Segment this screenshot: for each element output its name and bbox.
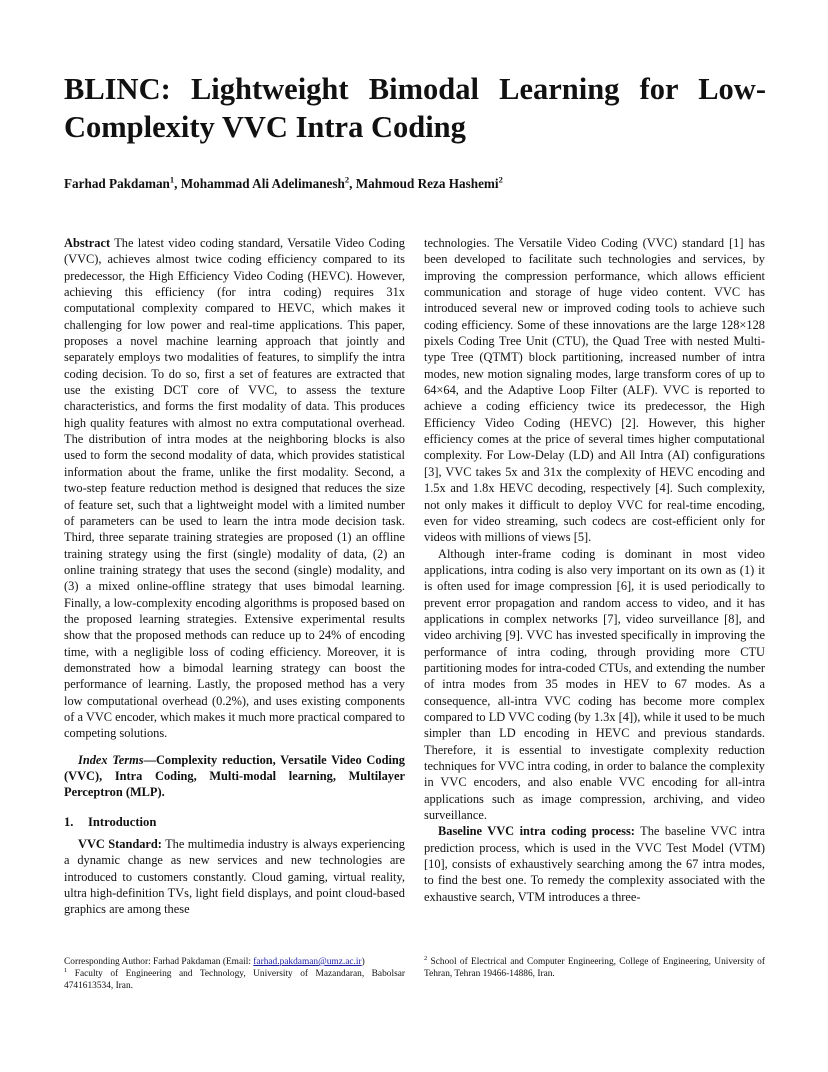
footnote-mark: 2 [424, 954, 428, 962]
footnote-1 [64, 968, 405, 992]
author-list [64, 176, 766, 192]
author-separator: , [349, 176, 356, 191]
index-terms [64, 752, 405, 801]
affiliation-mark: 1 [169, 174, 175, 185]
footnotes-right [424, 956, 765, 980]
author-name: Mohammad Ali Adelimanesh [180, 176, 345, 191]
author-separator: , [174, 176, 181, 191]
paragraph-runin-heading: VVC Standard: [78, 837, 162, 852]
paragraph [424, 823, 765, 905]
paragraph: Although inter-frame coding is dominant in most video applications, intra coding is also very important on its own as (1) it is often used for image compression [6], it is used periodically to prevent error propagation and random access to video, and it has applications in complex networks [7], video surveillance [8], and video archiving [9]. VVC has invested specifically in improving the performance of intra coding, through providing more CTU partitioning modes for intra-coded CTUs, and extending the number of intra modes from 35 modes in HEV to 67 modes. As a consequence, all-intra VVC coding has become more complex compared to LD VVC coding (by 1.3x [4]), while it used to be much simpler than LD encoding in HEVC and previous standards. Therefore, it is essential to investigate complexity reduction techniques for VVC intra coding, in order to balance the complexity in VVC encoders, and also enable VVC encoding for all-intra applications such as image compression, archiving, and video surveillance. [424, 546, 765, 823]
abstract-text: The latest video coding standard, Versatile Video Coding (VVC), achieves almost twice coding efficiency compared to its predecessor, the High Efficiency Video Coding (HEVC). However, achieving this efficiency (for intra coding) requires 31x computational complexity compared to HEVC, which makes it challenging for low power and real-time applications. This paper, proposes a novel machine learning approach that jointly and separately employs two modalities of features, to simplify the intra coding decision. To do so, first a set of features are extracted that use the existing DCT core of VVC, to assess the texture characteristics, and forms the first modality of data. This produces high quality features with almost no extra computational overhead. The distribution of intra modes at the neighboring blocks is also used to form the second modality of data, which provides statistical information about the frame, unlike the first modality. Second, a two-step feature reduction method is designed that reduces the size of feature set, such that a lightweight model with a limited number of parameters can be used to learn the intra mode decision task. Third, three separate training strategies are proposed (1) an offline training strategy using the first (single) modality of data, (2) an online training strategy that uses the second (single) modality, and (3) a mixed online-offline strategy that uses bimodal learning. Finally, a low-complexity encoding algorithms is proposed based on the proposed learning strategies. Extensive experimental results show that the proposed methods can reduce up to 24% of encoding time, with a negligible loss of coding efficiency. Moreover, it is demonstrated how a bimodal learning strategy can boost the performance of learning. Lastly, the proposed method has a very low computational overhead (0.2%), and uses existing components of a VVC encoder, which makes it much more practical compared to competing solutions. [64, 236, 405, 741]
affiliation-mark: 2 [344, 174, 350, 185]
footnote-text: Faculty of Engineering and Technology, University of Mazandaran, Babolsar 4741613534, Iran. [64, 969, 406, 992]
paragraph-runin-heading: Baseline VVC intra coding process: [438, 824, 635, 839]
corresponding-author-note [64, 956, 405, 968]
email-link[interactable]: farhad.pakdaman@umz.ac.ir [253, 957, 362, 967]
author-name: Mahmoud Reza Hashemi [355, 176, 499, 191]
index-terms-dash: — [143, 752, 156, 767]
left-column [64, 235, 405, 918]
close-paren: ) [361, 957, 365, 967]
paragraph-text: The baseline VVC intra prediction process, which is used in the VVC Test Model (VTM) [10], consists of exhaustively searching among the 67 intra modes, to find the best one. To remedy the complexity associated with the exhaustive search, VTM introduces a three- [424, 824, 766, 904]
paragraph: technologies. The Versatile Video Coding (VVC) standard [1] has been developed to facilitate such technologies and services, by improving the compression performance, which allows efficient communication and storage of huge video content. VVC has introduced several new or improved coding tools to achieve such coding efficiency. Some of these innovations are the large 128×128 pixels Coding Tree Unit (CTU), the Quad Tree with nested Multi-type Tree (QTMT) block partitioning, increased number of intra modes, new motion signaling modes, large transform cores of up to 64×64, and the Adaptive Loop Filter (ALF). VVC is reported to achieve a coding efficiency twice its predecessor, the High Efficiency Video Coding (HEVC) [2]. However, this higher efficiency comes at the price of several times higher computational complexity. For Low-Delay (LD) and All Intra (AI) configurations [3], VVC takes 5x and 31x the complexity of HEVC encoding and 1.5x and 1.8x HEVC decoding, respectively [4]. Such complexity, not only makes it difficult to deploy VVC for real-time encoding, even for video streaming, such codecs are cost-efficient only for videos with millions of views [5]. [424, 236, 765, 545]
abstract-label: Abstract [64, 236, 111, 250]
footnote-text: School of Electrical and Computer Engineering, College of Engineering, University of Tehran, Tehran 19466-14886, Iran. [424, 957, 765, 980]
abstract [64, 235, 405, 742]
section-number: 1. [64, 814, 74, 829]
paragraph [64, 836, 405, 918]
paper-title: BLINC: Lightweight Bimodal Learning for Low-Complexity VVC Intra Coding [64, 72, 766, 144]
footnote-2 [424, 956, 765, 980]
paragraph-text: The multimedia industry is always experiencing a dynamic change as new services and new technologies are introduced to customers constantly. Cloud gaming, virtual reality, ultra high-definition TVs, light field displays, and point cloud-based graphics are among these [64, 837, 405, 917]
footnote-mark: 1 [64, 967, 68, 975]
affiliation-mark: 2 [498, 174, 503, 185]
corresponding-author-text: Corresponding Author: Farhad Pakdaman (Email: [64, 957, 251, 967]
author-name: Farhad Pakdaman [64, 176, 170, 191]
section-heading [64, 814, 405, 830]
index-terms-label: Index Terms [78, 752, 144, 767]
right-column [424, 235, 765, 905]
section-title: Introduction [88, 814, 157, 829]
index-terms-text: Complexity reduction, Versatile Video Coding (VVC), Intra Coding, Multi-modal learning, Multilayer Perceptron (MLP). [64, 752, 405, 800]
footnotes-left [64, 956, 405, 993]
